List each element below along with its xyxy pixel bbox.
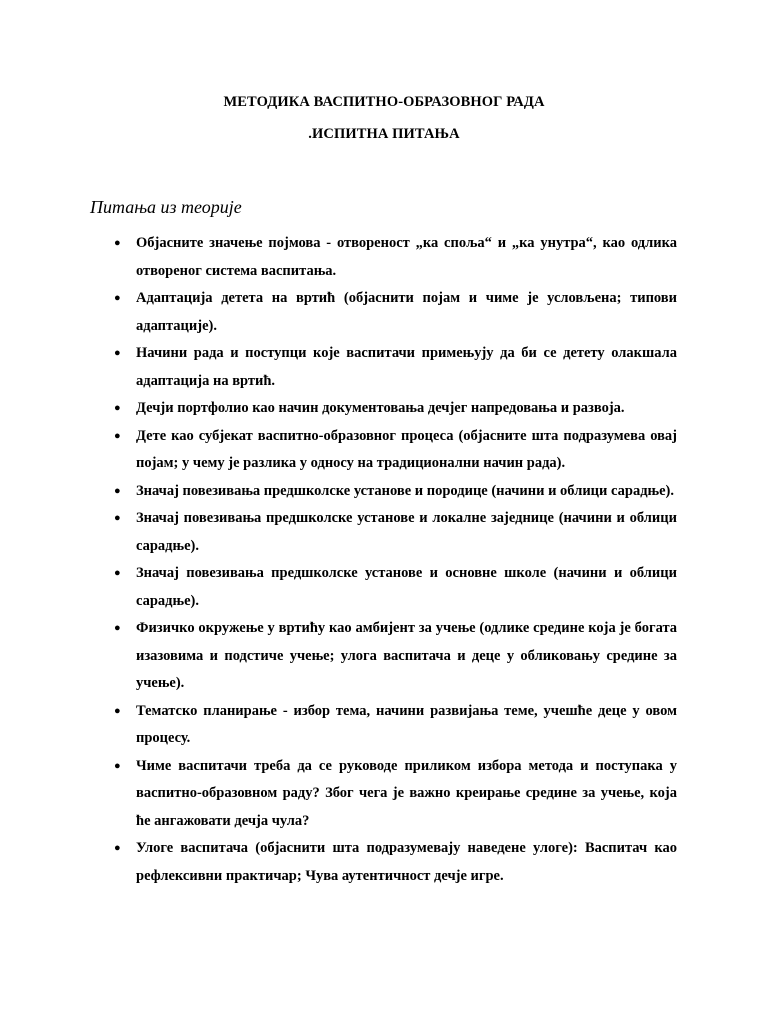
question-text: Улоге васпитача (објаснити шта подразумевају наведене улоге): Васпитач као рефлексивни практичар; Чува аутентичност дечје игре. [136,840,677,884]
bullet-icon: ● [114,759,121,772]
bullet-icon: ● [114,347,121,359]
list-item [0,230,768,285]
list-item [0,615,768,698]
bullet-icon: ● [114,622,121,634]
bullet-icon: ● [114,567,121,579]
bullet-icon: ● [114,429,121,442]
question-list [0,230,768,890]
list-item [0,285,768,340]
document-title: МЕТОДИКА ВАСПИТНО-ОБРАЗОВНОГ РАДА [223,94,545,110]
bullet-icon: ● [114,704,121,717]
question-text: Објасните значење појмова - отвореност „ка споља“ и „ка унутра“, као одлика отвореног система васпитања. [136,235,677,279]
question-text: Чиме васпитачи треба да се руководе приликом избора метода и поступака у васпитно-образовном раду? Због чега је важно креирање средине за учење, која ће ангажовати дечја чула? [136,757,677,829]
question-text: Тематско планирање - избор тема, начини развијања теме, учешће деце у овом процесу. [136,702,677,746]
bullet-icon: ● [114,237,121,249]
question-text: Дечји портфолио као начин документовања дечјег напредовања и развоја. [136,400,625,416]
document-subtitle: .ИСПИТНА ПИТАЊА [308,126,460,142]
bullet-icon: ● [114,512,121,524]
bullet-icon: ● [114,842,121,854]
question-text: Значај повезивања предшколске установе и породице (начини и облици сарадње). [136,482,674,499]
list-item [0,395,768,423]
list-item [0,505,768,560]
list-item [0,835,768,890]
question-text: Адаптација детета на вртић (објаснити појам и чиме је условљена; типови адаптације). [136,290,677,334]
list-item [0,753,768,836]
bullet-icon: ● [114,402,121,414]
bullet-icon: ● [114,292,121,304]
list-item [0,478,768,506]
question-text: Дете као субјекат васпитно-образовног процеса (објасните шта подразумева овај појам; у чему је разлика у односу на традиционални начин рада). [136,427,677,471]
section-heading: Питања из теорије [90,197,242,217]
question-text: Физичко окружење у вртићу као амбијент за учење (одлике средине која је богата изазовима и подстиче учење; улога васпитача и деце у обликовању средине за учење). [136,620,677,691]
list-item [0,340,768,395]
bullet-icon: ● [114,484,121,497]
question-text: Значај повезивања предшколске установе и основне школе (начини и облици сарадње). [136,565,677,609]
list-item [0,560,768,615]
list-item [0,698,768,753]
question-text: Начини рада и поступци које васпитачи примењују да би се детету олакшала адаптација на вртић. [136,345,677,389]
list-item [0,423,768,478]
question-text: Значај повезивања предшколске установе и локалне заједнице (начини и облици сарадње). [136,510,677,554]
